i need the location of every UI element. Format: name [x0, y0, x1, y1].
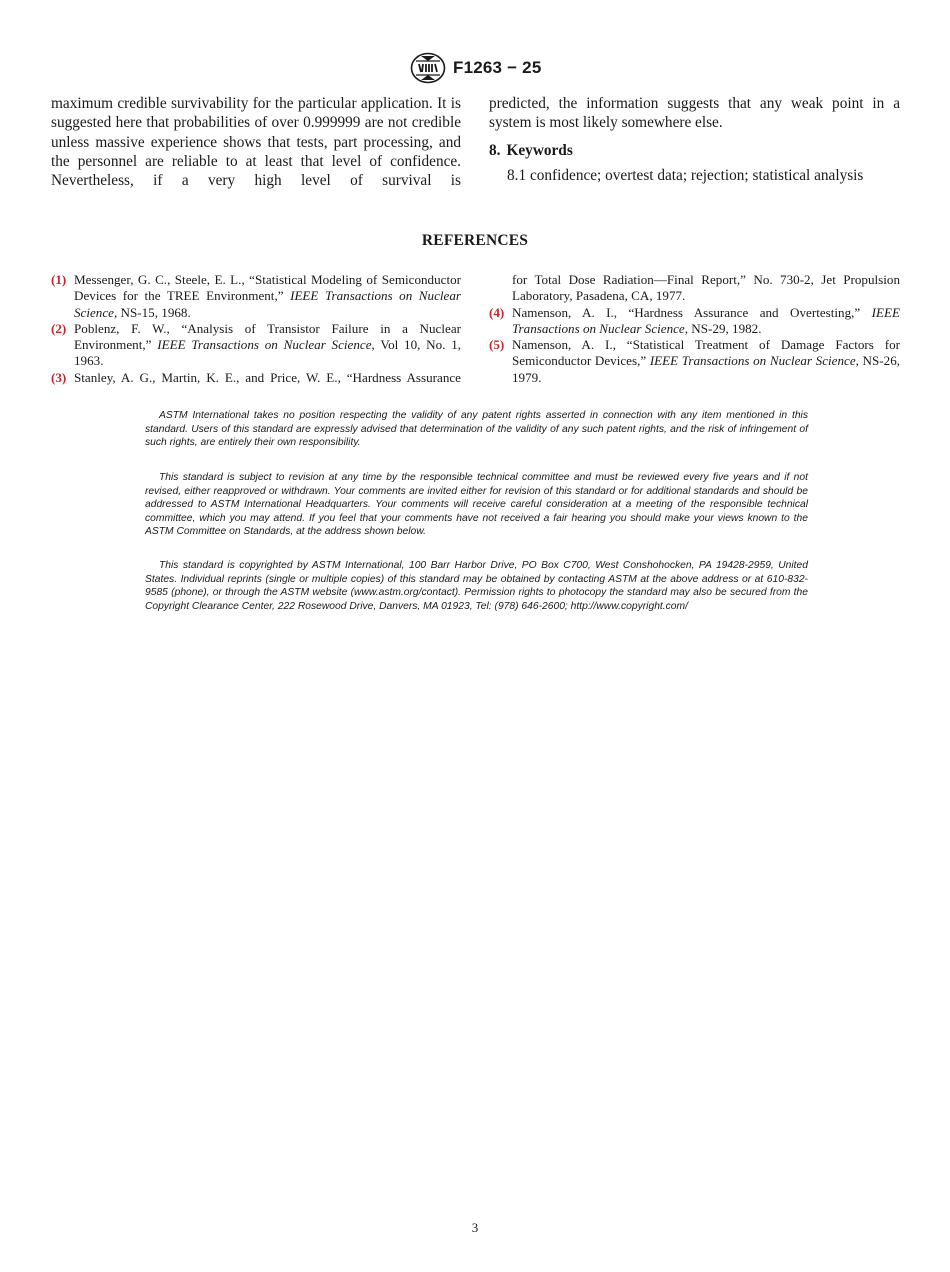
notice-text: ASTM International takes no position respecting the validity of any patent rights asserted in connection with any item mentioned in this standard. Users of this standard are expressly advised that determination of the validity of any such patent rights, and the risk of infringement of such rights, are entirely their own responsibility.	[145, 410, 808, 449]
reference-number: (4)	[489, 304, 505, 320]
body-paragraph-continued: predicted, the information suggests that any weak point in a system is most likely somewhere else.	[489, 95, 900, 132]
reference-journal: IEEE Transactions on Nuclear Science	[649, 353, 856, 369]
notice-text: This standard is subject to revision at any time by the responsible technical committee and must be reviewed every five years and if not revised, either reapproved or withdrawn. Your comments are invited either for revision of this standard or for additional standards and should be addressed to ASTM International Headquarters. Your comments will receive careful consideration at a meeting of the responsible technical committee, which you may attend. If you feel that your comments have not received a fair hearing you should make your views known to the ASTM Committee on Standards, at the address shown below.	[145, 472, 808, 538]
keywords-clause: 8.1 confidence; overtest data; rejection; statistical analysis	[507, 166, 864, 184]
section-title: Keywords	[506, 141, 573, 159]
section-number: 8.	[489, 141, 501, 159]
reference-details: , NS-26, 1979.	[512, 353, 901, 385]
reference-details: , Vol 10, No. 1, 1963.	[74, 337, 462, 369]
reference-number: (1)	[51, 272, 67, 287]
references-right-column	[489, 272, 900, 386]
reference-text: Poblenz, F. W., “Analysis of Transistor Failure in a Nuclear Environment,”	[74, 320, 461, 353]
astm-logo-icon	[410, 52, 446, 84]
notice-text: This standard is copyrighted by ASTM International, 100 Barr Harbor Drive, PO Box C700, West Conshohocken, PA 19428-2959, United States. Individual reprints (single or multiple copies) of this standard may be obtained by contacting ASTM at the above address or at 610-832-9585 (phone), or through the ASTM website (www.astm.org/contact). Permission rights to photocopy the standard may also be secured from the Copyright Clearance Center, 222 Rosewood Drive, Danvers, MA 01923, Tel: (978) 646-2600; http://www.copyright.com/	[145, 560, 808, 612]
reference-text: Namenson, A. I., “Hardness Assurance and Overtesting,”	[512, 304, 872, 320]
body-paragraph: maximum credible survivability for the particular application. It is suggested here that probabilities of over 0.999999 are not credible unless massive experience shows that tests, part processing, and the personnel are reliable to at least that level of confidence. Nevertheless, if a very high level of survival is	[51, 95, 461, 190]
page-header	[0, 52, 950, 84]
reference-item	[489, 305, 900, 338]
references-left-column	[51, 272, 461, 386]
reference-item	[51, 321, 461, 370]
reference-details: , NS-29, 1982.	[684, 320, 762, 336]
reference-journal: IEEE Transactions on Nuclear Science	[512, 304, 900, 336]
revision-notice	[145, 471, 808, 539]
reference-text: Messenger, G. C., Steele, E. L., “Statistical Modeling of Semiconductor Devices for the TREE Environment,”	[74, 272, 461, 304]
section-heading	[489, 141, 900, 160]
reference-item	[489, 337, 900, 386]
patent-notice	[145, 409, 808, 450]
reference-continuation: for Total Dose Radiation—Final Report,” No. 730-2, Jet Propulsion Laboratory, Pasadena, CA, 1977.	[512, 272, 900, 304]
reference-item	[51, 272, 461, 321]
page-number: 3	[471, 1220, 479, 1235]
reference-journal: IEEE Transactions on Nuclear Science	[74, 288, 461, 320]
right-column	[489, 94, 900, 185]
left-column	[51, 94, 461, 190]
reference-text: Namenson, A. I., “Statistical Treatment of Damage Factors for Semiconductor Devices,”	[512, 337, 900, 369]
reference-number: (2)	[51, 320, 67, 336]
reference-text: Stanley, A. G., Martin, K. E., and Price, W. E., “Hardness Assurance	[74, 369, 461, 385]
reference-number: (5)	[489, 337, 505, 353]
references-title: REFERENCES	[421, 232, 529, 249]
reference-details: , NS-15, 1968.	[113, 304, 191, 320]
document-id: F1263 − 25	[453, 58, 542, 77]
reference-item	[51, 370, 461, 386]
reference-number: (3)	[51, 369, 67, 385]
copyright-notice	[145, 559, 808, 613]
reference-journal: IEEE Transactions on Nuclear Science	[157, 337, 372, 353]
